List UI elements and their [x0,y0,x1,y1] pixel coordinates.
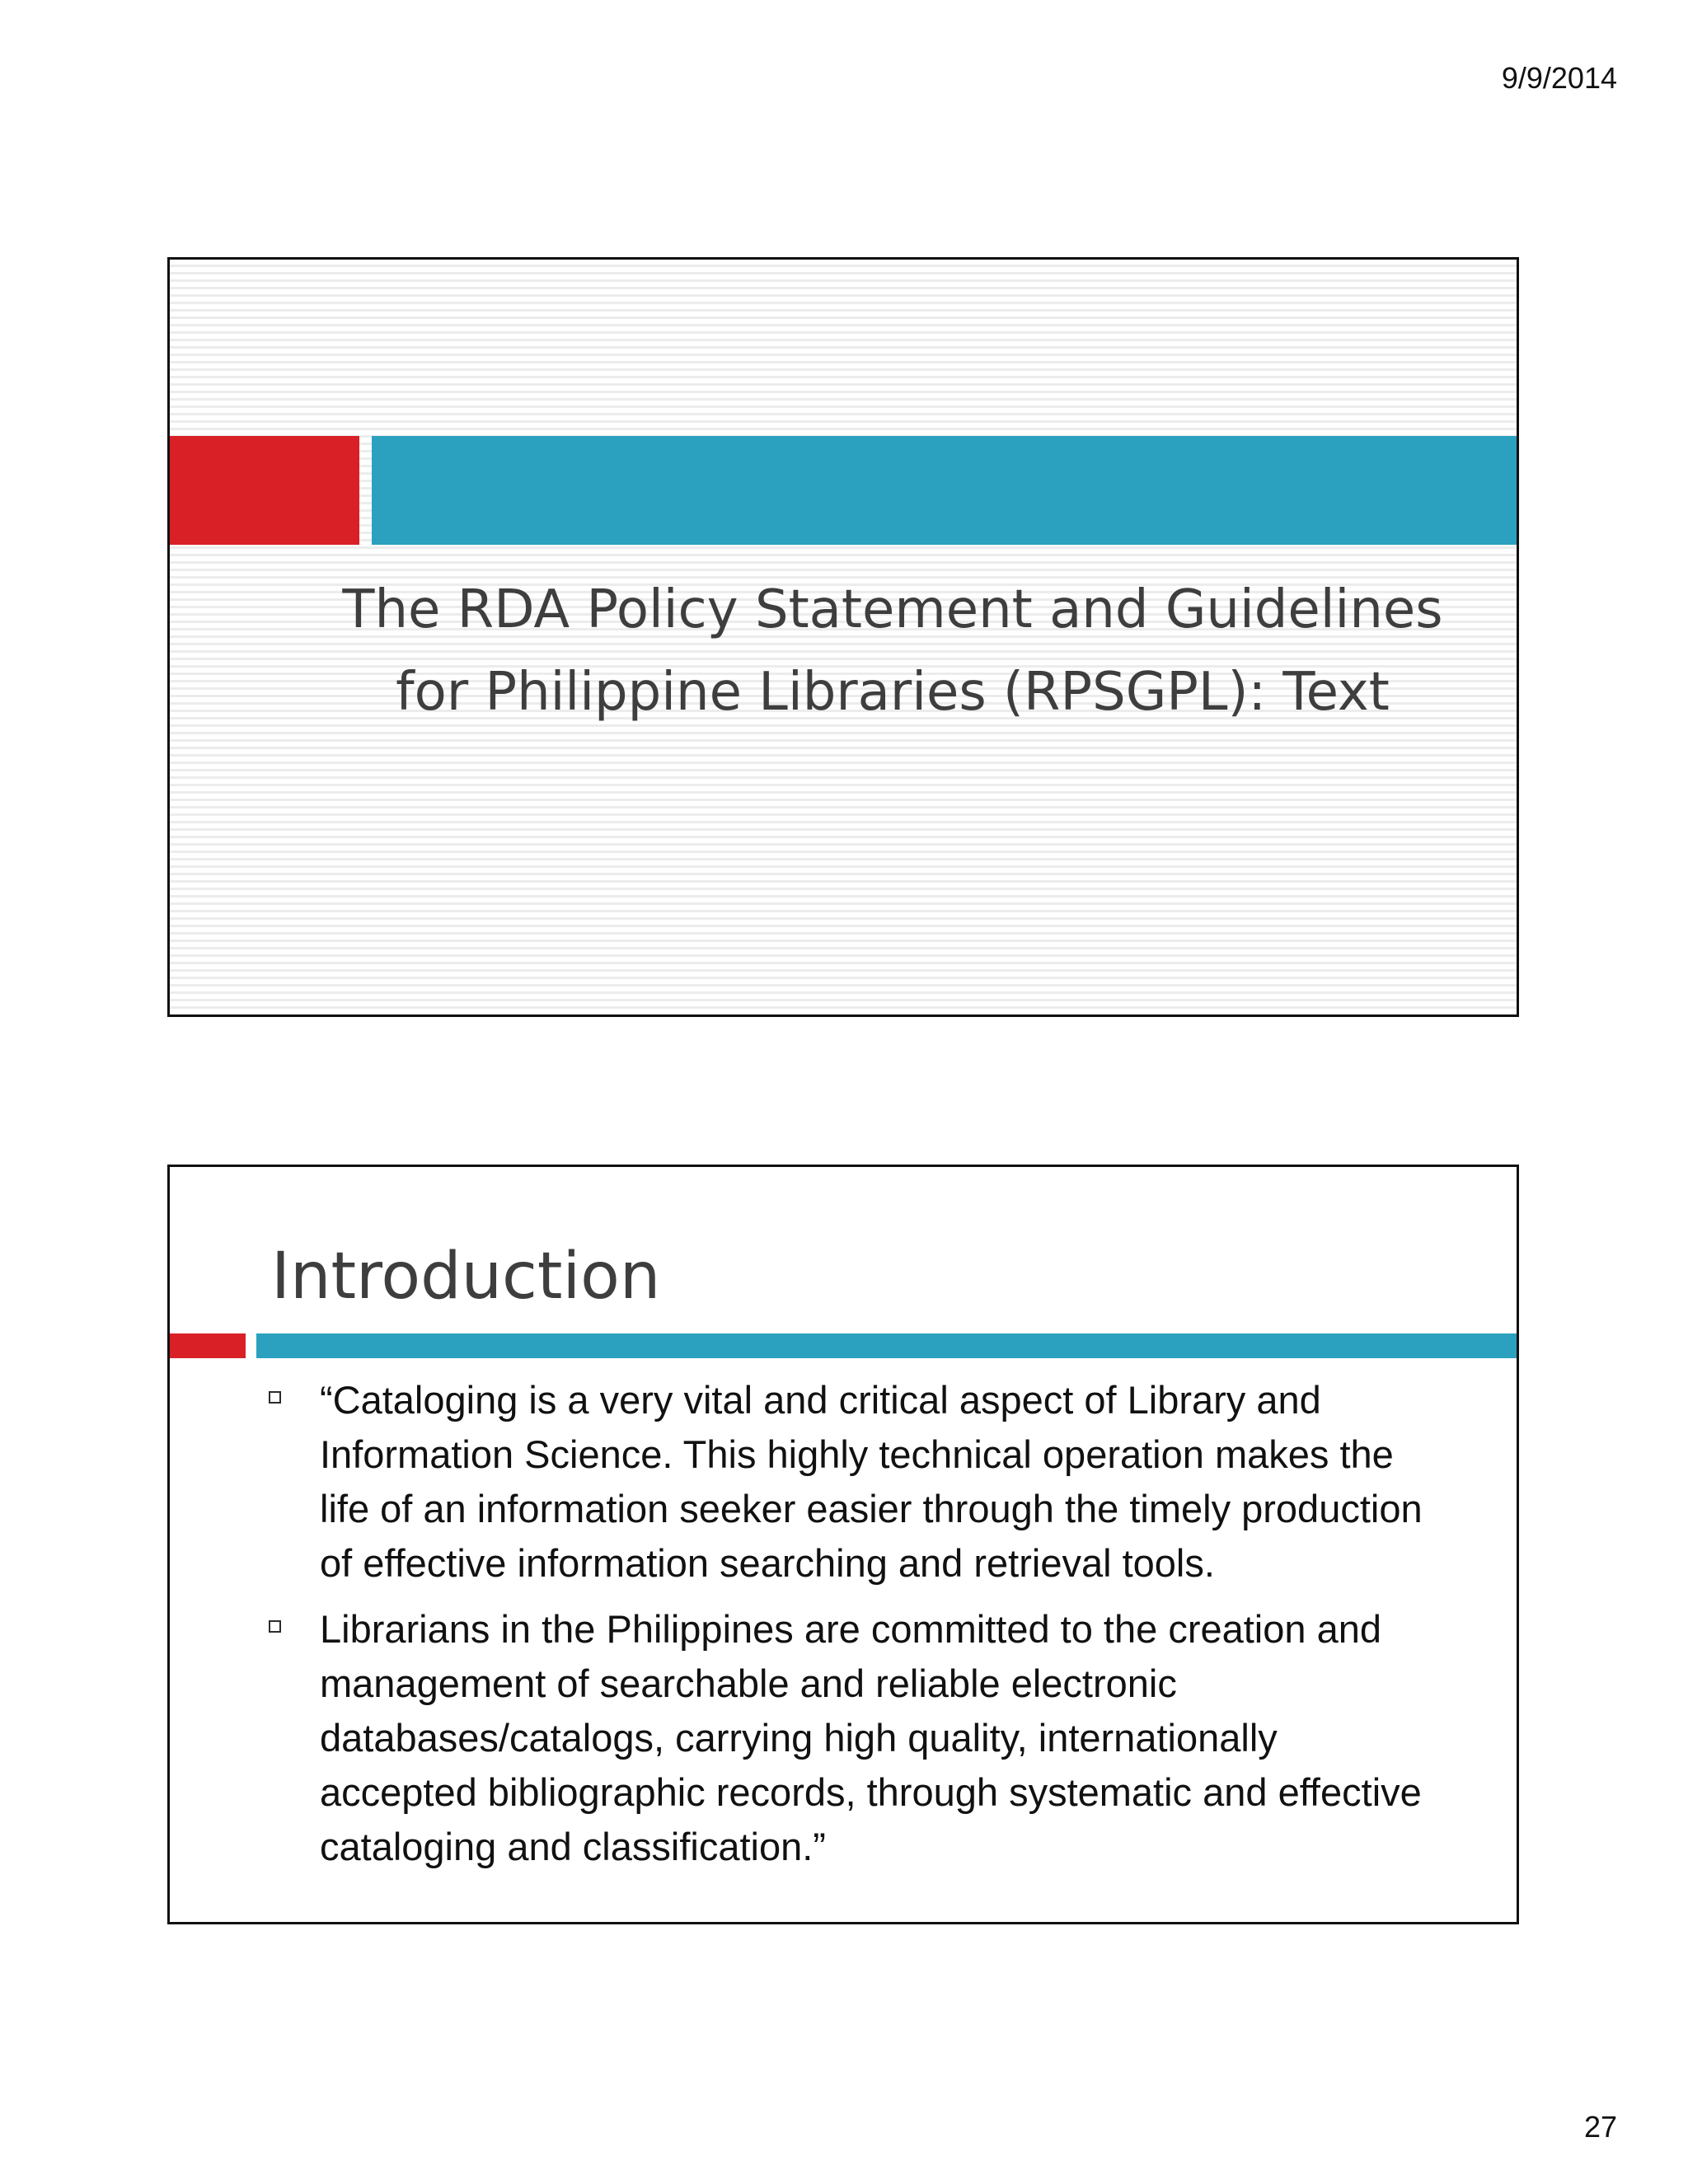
bullet-text: Librarians in the Philippines are committed to the creation and management of searchable and reliable electronic databases/catalogs, carrying high quality, internationally accepted bibliographic records, through systematic and effective cataloging and classification.” [320,1607,1422,1868]
bullet-list [269,1373,1434,1886]
square-bullet-icon [269,1620,281,1633]
square-bullet-icon [269,1391,281,1404]
blue-accent-bar [372,436,1517,545]
bullet-item [269,1373,1434,1591]
page-date: 9/9/2014 [1501,61,1617,95]
page-number: 27 [1583,2110,1617,2144]
slide-title-text: The RDA Policy Statement and Guidelines for Philippine Libraries (RPSGPL): Text [342,579,1443,723]
red-accent-bar [170,436,359,545]
blue-accent-bar [256,1333,1517,1358]
slide-title [167,257,1519,1017]
bullet-text: “Cataloging is a very vital and critical aspect of Library and Information Science. This highly technical operation makes the life of an information seeker easier through the timely production of effective information searching and retrieval tools. [320,1378,1423,1585]
slide-heading: Introduction [271,1240,661,1314]
bullet-item [269,1602,1434,1874]
slide-introduction [167,1165,1519,1924]
red-accent-bar [170,1333,246,1358]
